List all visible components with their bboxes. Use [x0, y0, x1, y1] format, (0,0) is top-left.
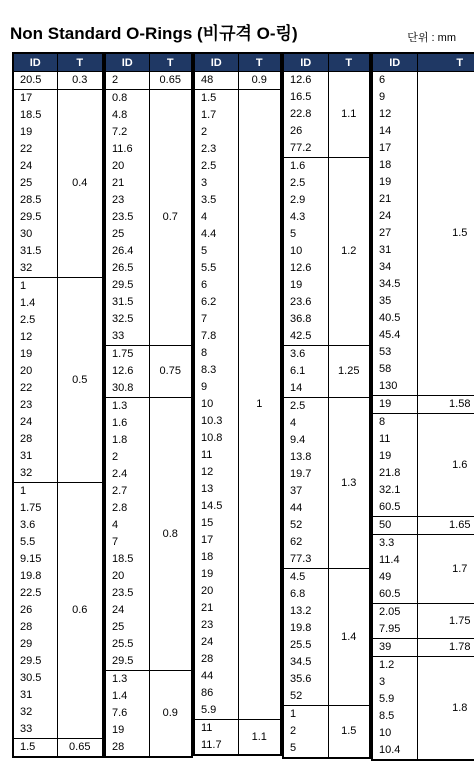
id-cell: 21.8 [372, 465, 417, 482]
id-cell: 10 [283, 243, 328, 260]
id-cell: 2.5 [283, 398, 328, 416]
id-cell: 13.8 [283, 449, 328, 466]
id-cell: 32.5 [105, 311, 149, 328]
id-cell: 77.2 [283, 140, 328, 158]
t-header: T [57, 53, 103, 72]
id-cell: 77.3 [283, 551, 328, 569]
id-cell: 23 [105, 192, 149, 209]
id-cell: 21 [194, 600, 238, 617]
table-row [372, 414, 474, 432]
id-cell: 5.9 [372, 691, 417, 708]
id-cell: 23.6 [283, 294, 328, 311]
id-cell: 31.5 [105, 294, 149, 311]
id-cell: 24 [105, 602, 149, 619]
id-cell: 28.5 [13, 192, 57, 209]
id-cell: 4.5 [283, 569, 328, 587]
id-cell: 34.5 [372, 276, 417, 293]
thickness-cell: 1.7 [417, 535, 474, 604]
id-cell: 11 [194, 720, 238, 738]
id-cell: 62 [283, 534, 328, 551]
subtable-2 [104, 52, 193, 758]
unit-label: 단위 : mm [407, 32, 456, 44]
id-cell: 130 [372, 378, 417, 396]
id-cell: 5.5 [13, 534, 57, 551]
id-cell: 9 [194, 379, 238, 396]
table-row [283, 398, 370, 416]
thickness-cell: 1.58 [417, 396, 474, 414]
id-cell: 2 [105, 72, 149, 90]
thickness-cell: 0.5 [57, 278, 103, 483]
id-cell: 58 [372, 361, 417, 378]
id-cell: 7 [194, 311, 238, 328]
id-header: ID [13, 53, 57, 72]
table-row [194, 720, 281, 738]
id-cell: 29.5 [13, 209, 57, 226]
id-cell: 24 [372, 208, 417, 225]
id-cell: 3.6 [283, 346, 328, 364]
id-cell: 5 [283, 740, 328, 758]
id-cell: 28 [13, 431, 57, 448]
id-cell: 32 [13, 260, 57, 278]
id-cell: 34 [372, 259, 417, 276]
table-row [105, 90, 192, 108]
id-cell: 11.4 [372, 552, 417, 569]
id-cell: 1.2 [372, 657, 417, 675]
id-cell: 2.9 [283, 192, 328, 209]
id-cell: 11 [194, 447, 238, 464]
id-cell: 9.15 [13, 551, 57, 568]
id-cell: 30 [13, 226, 57, 243]
id-cell: 29.5 [13, 653, 57, 670]
table-row [283, 158, 370, 176]
id-cell: 60.5 [372, 586, 417, 604]
id-cell: 11.6 [105, 141, 149, 158]
t-header: T [417, 53, 474, 72]
id-cell: 2.5 [283, 175, 328, 192]
id-cell: 40.5 [372, 310, 417, 327]
id-cell: 13.2 [283, 603, 328, 620]
id-cell: 52 [283, 517, 328, 534]
table-row [105, 671, 192, 689]
thickness-cell: 1.5 [417, 72, 474, 396]
id-cell: 24 [194, 634, 238, 651]
id-cell: 1.75 [105, 346, 149, 364]
id-cell: 2.3 [194, 141, 238, 158]
subtable-3 [193, 52, 282, 756]
id-cell: 2.4 [105, 466, 149, 483]
id-cell: 6.2 [194, 294, 238, 311]
table-row [283, 706, 370, 724]
id-cell: 33 [13, 721, 57, 739]
id-cell: 1 [283, 706, 328, 724]
thickness-cell: 1.1 [328, 72, 370, 158]
id-cell: 20 [13, 363, 57, 380]
id-cell: 8 [194, 345, 238, 362]
id-cell: 26.5 [105, 260, 149, 277]
id-cell: 29.5 [105, 277, 149, 294]
table-row [372, 72, 474, 90]
id-cell: 25 [105, 226, 149, 243]
thickness-cell: 1.6 [417, 414, 474, 517]
id-cell: 21 [105, 175, 149, 192]
id-cell: 22.8 [283, 106, 328, 123]
id-cell: 10 [194, 396, 238, 413]
id-cell: 19 [13, 124, 57, 141]
id-cell: 12.6 [105, 363, 149, 380]
id-cell: 20 [105, 568, 149, 585]
id-cell: 18 [194, 549, 238, 566]
id-cell: 32.1 [372, 482, 417, 499]
id-cell: 22 [13, 141, 57, 158]
id-cell: 11 [372, 431, 417, 448]
id-cell: 7.2 [105, 124, 149, 141]
id-cell: 14.5 [194, 498, 238, 515]
id-cell: 6.1 [283, 363, 328, 380]
id-cell: 12 [13, 329, 57, 346]
thickness-cell: 1.75 [417, 604, 474, 639]
id-cell: 4 [105, 517, 149, 534]
id-cell: 31 [372, 242, 417, 259]
id-cell: 45.4 [372, 327, 417, 344]
id-header: ID [372, 53, 417, 72]
table-row [13, 90, 103, 108]
id-cell: 28 [105, 739, 149, 757]
thickness-cell: 1.4 [328, 569, 370, 706]
id-cell: 19 [372, 396, 417, 414]
id-header: ID [194, 53, 238, 72]
table-row [372, 639, 474, 657]
id-cell: 32 [13, 465, 57, 483]
thickness-cell: 1 [238, 90, 281, 720]
id-cell: 7.8 [194, 328, 238, 345]
id-cell: 26 [13, 602, 57, 619]
id-cell: 16.5 [283, 89, 328, 106]
id-cell: 28 [194, 651, 238, 668]
id-cell: 23.5 [105, 585, 149, 602]
id-cell: 8.3 [194, 362, 238, 379]
thickness-cell: 0.9 [238, 72, 281, 90]
id-cell: 30.5 [13, 670, 57, 687]
id-cell: 35 [372, 293, 417, 310]
id-cell: 4 [194, 209, 238, 226]
id-cell: 12.6 [283, 72, 328, 90]
id-cell: 3.5 [194, 192, 238, 209]
id-cell: 2.8 [105, 500, 149, 517]
id-cell: 29 [13, 636, 57, 653]
id-cell: 1.5 [194, 90, 238, 108]
thickness-cell: 1.1 [238, 720, 281, 756]
id-cell: 8.5 [372, 708, 417, 725]
id-cell: 23.5 [105, 209, 149, 226]
id-cell: 26.4 [105, 243, 149, 260]
id-cell: 17 [372, 140, 417, 157]
id-cell: 2.5 [13, 312, 57, 329]
id-cell: 5 [283, 226, 328, 243]
id-cell: 15 [194, 515, 238, 532]
id-cell: 1.6 [283, 158, 328, 176]
thickness-cell: 1.8 [417, 657, 474, 761]
id-cell: 19 [194, 566, 238, 583]
id-cell: 4.8 [105, 107, 149, 124]
id-cell: 1.8 [105, 432, 149, 449]
id-cell: 18.5 [13, 107, 57, 124]
id-cell: 10.8 [194, 430, 238, 447]
id-cell: 1.4 [105, 688, 149, 705]
table-row [105, 346, 192, 364]
id-cell: 25 [13, 175, 57, 192]
id-cell: 2.5 [194, 158, 238, 175]
id-cell: 2 [194, 124, 238, 141]
id-cell: 20 [194, 583, 238, 600]
id-cell: 2.7 [105, 483, 149, 500]
id-cell: 19 [13, 346, 57, 363]
id-cell: 1 [13, 483, 57, 501]
page-title: Non Standard O-Rings (비규격 O-링) [10, 24, 298, 43]
thickness-cell: 0.8 [149, 398, 192, 671]
thickness-cell: 1.65 [417, 517, 474, 535]
id-cell: 39 [372, 639, 417, 657]
id-cell: 48 [194, 72, 238, 90]
id-cell: 27 [372, 225, 417, 242]
id-cell: 44 [194, 668, 238, 685]
id-cell: 6 [194, 277, 238, 294]
id-cell: 10.3 [194, 413, 238, 430]
table-row [283, 346, 370, 364]
thickness-cell: 1.25 [328, 346, 370, 398]
id-cell: 28 [13, 619, 57, 636]
id-cell: 7.95 [372, 621, 417, 639]
id-cell: 21 [372, 191, 417, 208]
table-row [283, 569, 370, 587]
id-cell: 5.9 [194, 702, 238, 720]
id-cell: 12.6 [283, 260, 328, 277]
id-cell: 12 [372, 106, 417, 123]
subtable-1 [12, 52, 104, 758]
id-cell: 3 [194, 175, 238, 192]
id-cell: 10 [372, 725, 417, 742]
id-cell: 29.5 [105, 653, 149, 671]
id-cell: 22.5 [13, 585, 57, 602]
table-row [105, 72, 192, 90]
id-cell: 36.8 [283, 311, 328, 328]
id-cell: 19 [372, 448, 417, 465]
id-cell: 14 [283, 380, 328, 398]
thickness-cell: 1.78 [417, 639, 474, 657]
id-cell: 1.75 [13, 500, 57, 517]
id-cell: 86 [194, 685, 238, 702]
table-row [283, 72, 370, 90]
id-cell: 1.5 [13, 739, 57, 758]
table-row [372, 657, 474, 675]
id-cell: 12 [194, 464, 238, 481]
id-header: ID [283, 53, 328, 72]
id-cell: 7 [105, 534, 149, 551]
id-cell: 9.4 [283, 432, 328, 449]
thickness-cell: 1.2 [328, 158, 370, 346]
id-cell: 18 [372, 157, 417, 174]
id-cell: 23 [194, 617, 238, 634]
id-cell: 17 [13, 90, 57, 108]
id-cell: 37 [283, 483, 328, 500]
id-cell: 60.5 [372, 499, 417, 517]
thickness-cell: 0.65 [149, 72, 192, 90]
id-cell: 8 [372, 414, 417, 432]
t-header: T [328, 53, 370, 72]
id-cell: 23 [13, 397, 57, 414]
id-cell: 31 [13, 448, 57, 465]
id-cell: 22 [13, 380, 57, 397]
id-cell: 31 [13, 687, 57, 704]
table-row [372, 604, 474, 622]
id-cell: 34.5 [283, 654, 328, 671]
id-cell: 49 [372, 569, 417, 586]
id-cell: 9 [372, 89, 417, 106]
subtable-4 [282, 52, 371, 759]
table-row [105, 398, 192, 416]
id-cell: 32 [13, 704, 57, 721]
thickness-cell: 0.65 [57, 739, 103, 758]
id-header: ID [105, 53, 149, 72]
thickness-cell: 0.7 [149, 90, 192, 346]
id-cell: 3.6 [13, 517, 57, 534]
thickness-cell: 0.9 [149, 671, 192, 758]
t-header: T [149, 53, 192, 72]
id-cell: 42.5 [283, 328, 328, 346]
id-cell: 13 [194, 481, 238, 498]
id-cell: 1.3 [105, 398, 149, 416]
subtable-5 [371, 52, 474, 761]
thickness-cell: 0.75 [149, 346, 192, 398]
id-cell: 20 [105, 158, 149, 175]
id-cell: 26 [283, 123, 328, 140]
thickness-cell: 1.3 [328, 398, 370, 569]
id-cell: 5.5 [194, 260, 238, 277]
id-cell: 19.7 [283, 466, 328, 483]
id-cell: 7.6 [105, 705, 149, 722]
id-cell: 53 [372, 344, 417, 361]
id-cell: 3 [372, 674, 417, 691]
id-cell: 1.6 [105, 415, 149, 432]
id-cell: 1.3 [105, 671, 149, 689]
id-cell: 25.5 [105, 636, 149, 653]
table-row [194, 72, 281, 90]
id-cell: 30.8 [105, 380, 149, 398]
thickness-cell: 0.4 [57, 90, 103, 278]
id-cell: 3.3 [372, 535, 417, 553]
id-cell: 2.05 [372, 604, 417, 622]
id-cell: 24 [13, 158, 57, 175]
id-cell: 4 [283, 415, 328, 432]
table-row [13, 739, 103, 758]
id-cell: 1.7 [194, 107, 238, 124]
id-cell: 19 [283, 277, 328, 294]
id-cell: 18.5 [105, 551, 149, 568]
table-row [372, 535, 474, 553]
id-cell: 2 [105, 449, 149, 466]
id-cell: 6.8 [283, 586, 328, 603]
id-cell: 4.4 [194, 226, 238, 243]
id-cell: 35.6 [283, 671, 328, 688]
id-cell: 52 [283, 688, 328, 706]
table-row [372, 396, 474, 414]
id-cell: 11.7 [194, 737, 238, 755]
id-cell: 6 [372, 72, 417, 90]
id-cell: 25 [105, 619, 149, 636]
id-cell: 14 [372, 123, 417, 140]
table-row [13, 483, 103, 501]
id-cell: 24 [13, 414, 57, 431]
id-cell: 17 [194, 532, 238, 549]
id-cell: 19 [105, 722, 149, 739]
id-cell: 33 [105, 328, 149, 346]
id-cell: 44 [283, 500, 328, 517]
id-cell: 50 [372, 517, 417, 535]
id-cell: 4.3 [283, 209, 328, 226]
t-header: T [238, 53, 281, 72]
thickness-cell: 0.3 [57, 72, 103, 90]
id-cell: 5 [194, 243, 238, 260]
id-cell: 20.5 [13, 72, 57, 90]
table-row [13, 278, 103, 296]
id-cell: 10.4 [372, 742, 417, 760]
id-cell: 19.8 [283, 620, 328, 637]
thickness-cell: 1.5 [328, 706, 370, 759]
id-cell: 31.5 [13, 243, 57, 260]
thickness-cell: 0.6 [57, 483, 103, 739]
id-cell: 19 [372, 174, 417, 191]
table-row [194, 90, 281, 108]
id-cell: 0.8 [105, 90, 149, 108]
table-row [372, 517, 474, 535]
id-cell: 1.4 [13, 295, 57, 312]
id-cell: 2 [283, 723, 328, 740]
id-cell: 25.5 [283, 637, 328, 654]
table-row [13, 72, 103, 90]
id-cell: 1 [13, 278, 57, 296]
id-cell: 19.8 [13, 568, 57, 585]
